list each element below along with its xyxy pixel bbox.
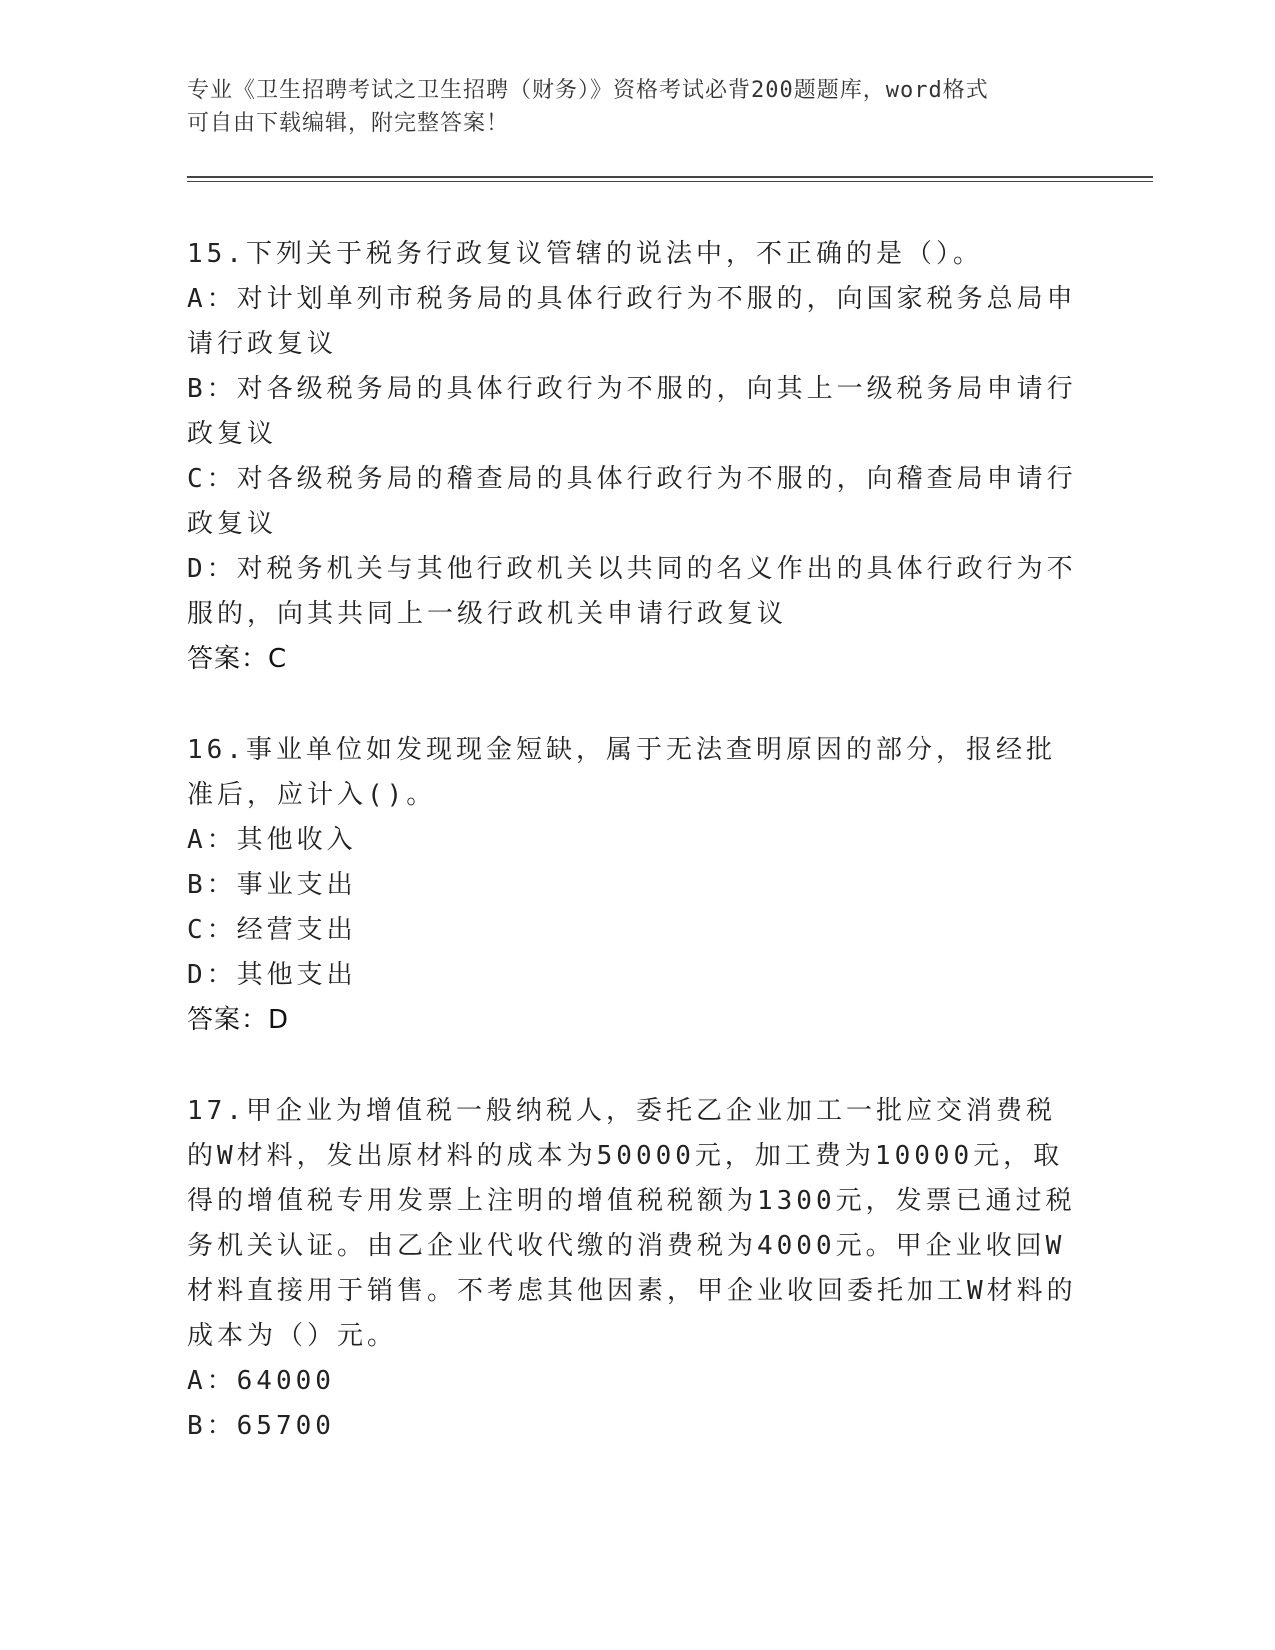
answer-label: 答案：D xyxy=(187,1005,290,1035)
option-a: A：其他收入 xyxy=(187,825,357,855)
option-d: D：对税务机关与其他行政机关以共同的名义作出的具体行政行为不服的，向其共同上一级行政机关申请行政复议 xyxy=(187,554,1077,629)
question-15 xyxy=(187,232,1077,682)
header-line-2: 可自由下载编辑，附完整答案！ xyxy=(187,111,510,136)
question-list xyxy=(187,232,1077,1495)
question-text: 17.甲企业为增值税一般纳税人，委托乙企业加工一批应交消费税的W材料，发出原材料的成本为50000元，加工费为10000元，取得的增值税专用发票上注明的增值税税额为1300元，发票已通过税务机关认证。由乙企业代收代缴的消费税为4000元。甲企业收回W材料直接用于销售。不考虑其他因素，甲企业收回委托加工W材料的成本为（）元。 xyxy=(187,1096,1077,1351)
option-c: C：对各级税务局的稽查局的具体行政行为不服的，向稽查局申请行政复议 xyxy=(187,464,1077,539)
option-c: C：经营支出 xyxy=(187,915,357,945)
question-16 xyxy=(187,728,1077,1043)
option-a: A：对计划单列市税务局的具体行政行为不服的，向国家税务总局申请行政复议 xyxy=(187,284,1077,359)
option-b: B：65700 xyxy=(187,1411,335,1441)
document-header xyxy=(187,74,1067,140)
answer-label: 答案：C xyxy=(187,644,288,674)
header-divider-thick xyxy=(187,176,1153,178)
question-17 xyxy=(187,1089,1077,1449)
header-divider-thin xyxy=(187,181,1153,182)
question-text: 16.事业单位如发现现金短缺，属于无法查明原因的部分，报经批准后，应计入()。 xyxy=(187,735,1056,810)
question-text: 15.下列关于税务行政复议管辖的说法中，不正确的是（）。 xyxy=(187,239,983,269)
header-line-1: 专业《卫生招聘考试之卫生招聘（财务）》资格考试必背200题题库，word格式 xyxy=(187,78,989,103)
option-b: B：对各级税务局的具体行政行为不服的，向其上一级税务局申请行政复议 xyxy=(187,374,1077,449)
option-d: D：其他支出 xyxy=(187,960,357,990)
option-b: B：事业支出 xyxy=(187,870,357,900)
option-a: A：64000 xyxy=(187,1366,335,1396)
